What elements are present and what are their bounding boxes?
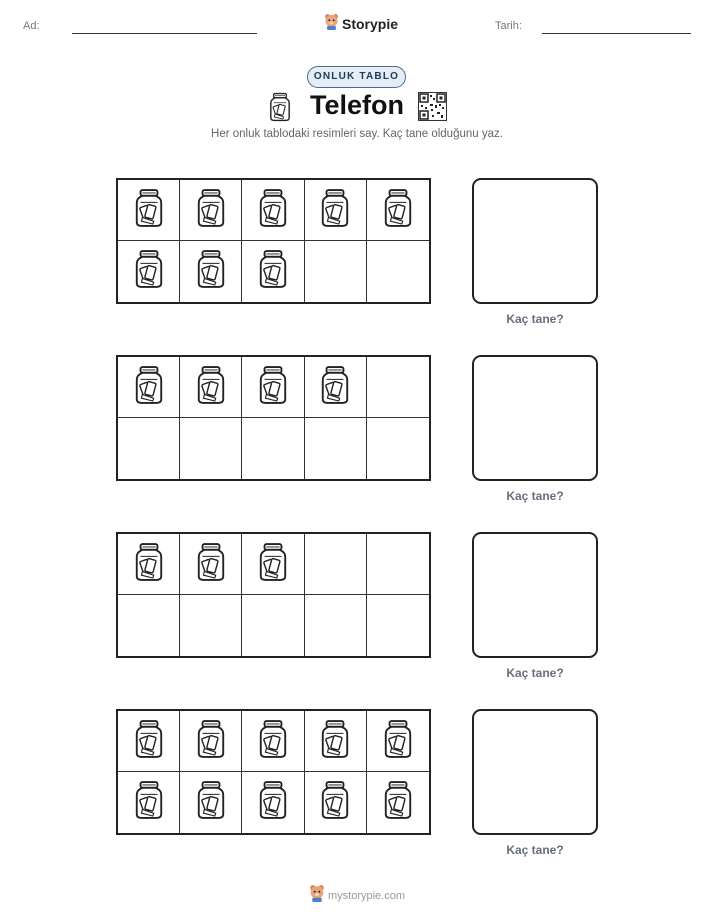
ten-frame-cell (305, 711, 367, 772)
page-title: Telefon (310, 90, 404, 120)
question-label: Kaç tane? (506, 843, 564, 857)
jar-icon (133, 542, 165, 587)
ten-frame-cell (118, 180, 180, 241)
ten-frame-cell (180, 180, 242, 241)
ten-frame-cell (242, 180, 304, 241)
ten-frame-cell (118, 772, 180, 833)
ten-frame-cell (305, 241, 367, 302)
question-label: Kaç tane? (506, 489, 564, 503)
answer-box[interactable] (472, 709, 598, 835)
jar-icon (257, 249, 289, 294)
date-label: Tarih: (495, 20, 522, 32)
brand-name: Storypie (342, 16, 399, 32)
ten-frame (116, 355, 431, 481)
footer (309, 884, 405, 907)
question-label: Kaç tane? (506, 666, 564, 680)
jar-icon (133, 719, 165, 764)
brand-logo (324, 13, 398, 35)
jar-icon (195, 249, 227, 294)
ten-frame-cell (180, 711, 242, 772)
ten-frame-cell (367, 180, 429, 241)
jar-icon (195, 188, 227, 233)
jar-icon (319, 188, 351, 233)
ten-frame-cell (118, 711, 180, 772)
jar-icon (257, 719, 289, 764)
ten-frame-cell (242, 357, 304, 418)
jar-icon (319, 719, 351, 764)
instructions: Her onluk tablodaki resimleri say. Kaç tane olduğunu yaz. (211, 128, 503, 140)
ten-frame-cell (367, 772, 429, 833)
ten-frame-cell (180, 772, 242, 833)
jar-icon (195, 542, 227, 587)
name-field[interactable] (72, 33, 257, 34)
ten-frame (116, 709, 431, 835)
worksheet-badge: ONLUK TABLO (307, 66, 406, 88)
bear-mascot-icon (324, 13, 339, 35)
jar-icon (195, 780, 227, 825)
ten-frame-cell (180, 241, 242, 302)
jar-icon (257, 365, 289, 410)
ten-frame-cell (242, 711, 304, 772)
ten-frame-cell (367, 241, 429, 302)
footer-site: mystorypie.com (328, 889, 406, 902)
ten-frame-cell (118, 534, 180, 595)
ten-frame-cell (118, 357, 180, 418)
ten-frame-cell (242, 534, 304, 595)
jar-icon (257, 542, 289, 587)
jar-icon (133, 365, 165, 410)
jar-icon (319, 780, 351, 825)
ten-frame-cell (242, 772, 304, 833)
name-label: Ad: (23, 20, 40, 32)
ten-frame-cell (180, 418, 242, 479)
ten-frame-cell (305, 180, 367, 241)
ten-frame-cell (118, 418, 180, 479)
jar-icon (382, 780, 414, 825)
bear-mascot-icon (309, 884, 325, 907)
answer-box[interactable] (472, 178, 598, 304)
jar-icon (195, 719, 227, 764)
ten-frame-cell (305, 418, 367, 479)
ten-frame-cell (305, 595, 367, 656)
jar-icon (133, 188, 165, 233)
ten-frame-cell (305, 772, 367, 833)
question-label: Kaç tane? (506, 312, 564, 326)
jar-icon (382, 719, 414, 764)
ten-frame-cell (367, 711, 429, 772)
ten-frame (116, 178, 431, 304)
date-field[interactable] (542, 33, 691, 34)
jar-icon (382, 188, 414, 233)
ten-frame-cell (118, 241, 180, 302)
ten-frame-cell (305, 357, 367, 418)
jar-icon (257, 780, 289, 825)
ten-frame-cell (118, 595, 180, 656)
ten-frame-cell (367, 534, 429, 595)
ten-frame-cell (180, 357, 242, 418)
qr-code-icon (418, 92, 447, 126)
ten-frame-cell (367, 418, 429, 479)
ten-frame-cell (305, 534, 367, 595)
ten-frame-cell (367, 357, 429, 418)
jar-icon (319, 365, 351, 410)
jar-icon (195, 365, 227, 410)
ten-frame-cell (242, 595, 304, 656)
ten-frame-cell (367, 595, 429, 656)
ten-frame (116, 532, 431, 658)
jar-icon (133, 780, 165, 825)
ten-frame-cell (180, 534, 242, 595)
jar-icon (257, 188, 289, 233)
ten-frame-cell (242, 241, 304, 302)
answer-box[interactable] (472, 355, 598, 481)
ten-frame-cell (180, 595, 242, 656)
answer-box[interactable] (472, 532, 598, 658)
ten-frame-cell (242, 418, 304, 479)
jar-icon (133, 249, 165, 294)
